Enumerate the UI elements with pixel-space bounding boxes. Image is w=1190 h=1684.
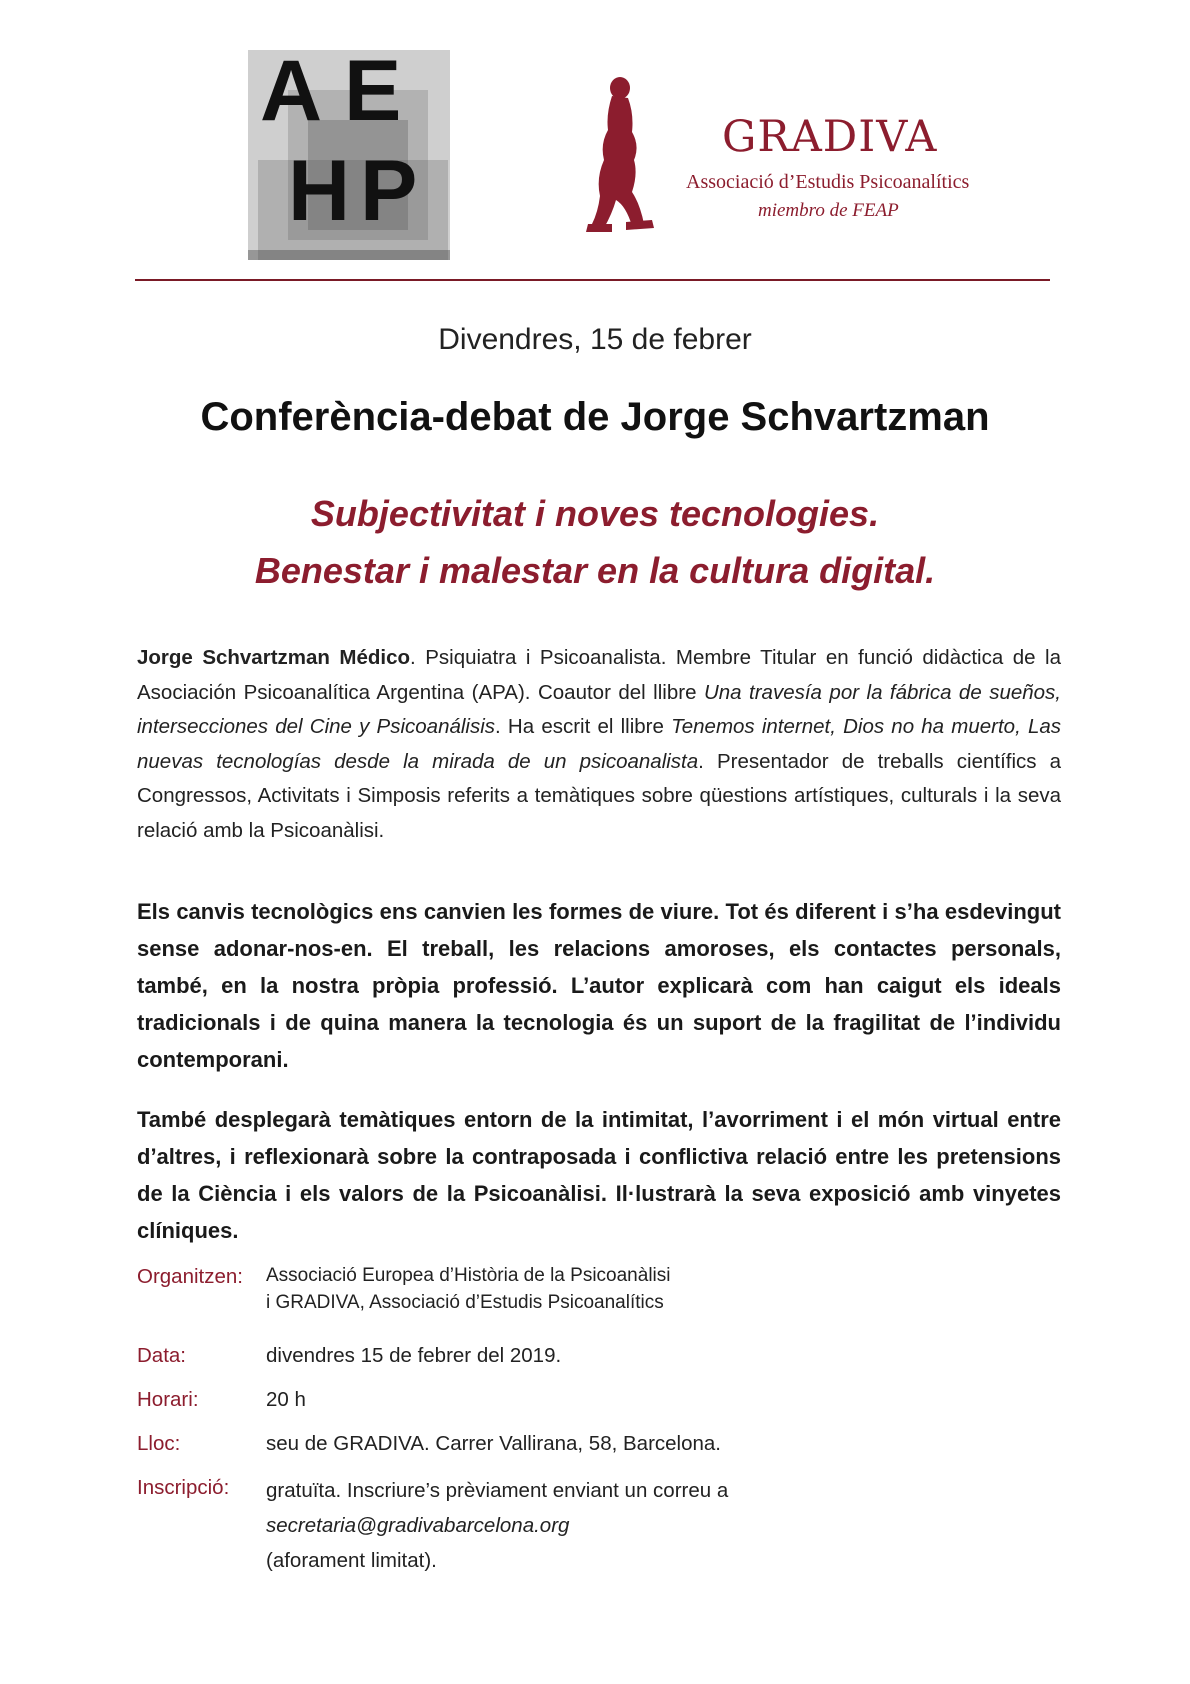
description-paragraph-1: Els canvis tecnològics ens canvien les formes de viure. Tot és diferent i s’ha esdevingut sense adonar-nos-en. El treball, les relacions amoroses, els contactes personals, també, en la nostra pròpia professió. L’autor explicarà com han caigut els ideals tradicionals i de quina manera la tecnologia és un suport de la fragilitat de l’individu contemporani. <box>137 899 1061 1072</box>
organizers-label: Organitzen: <box>137 1265 243 1288</box>
description-paragraph-2: També desplegarà temàtiques entorn de la intimitat, l’avorriment i el món virtual entre d’altres, i reflexionarà sobre la contraposada i conflictiva relació entre les pretensions de la Ciència i els valors de la Psicoanàlisi. Il·lustrarà la seva exposició amb vinyetes clíniques. <box>137 1107 1061 1243</box>
speaker-bio <box>137 641 1061 849</box>
gradiva-member: miembro de FEAP <box>758 200 899 221</box>
header-divider <box>135 279 1050 281</box>
bio-text-3: . Presentador de treballs científics a Congressos, Activitats i Simposis referits a temàtiques sobre qüestions artístiques, culturals i la seva relació amb la Psicoanàlisi. <box>137 749 1061 842</box>
registration-label: Inscripció: <box>137 1476 230 1499</box>
organizers-line1: Associació Europea d’Història de la Psicoanàlisi <box>266 1265 671 1286</box>
place-value: seu de GRADIVA. Carrer Vallirana, 58, Barcelona. <box>266 1432 722 1455</box>
gradiva-title: GRADIVA <box>722 112 938 162</box>
bio-book-1: Una travesía por la fábrica de sueños, intersecciones del Cine y Psicoanálisis <box>137 680 1062 739</box>
aehp-letter-a: A <box>260 50 323 139</box>
gradiva-logo <box>582 74 1012 244</box>
date-value: divendres 15 de febrer del 2019. <box>266 1344 562 1367</box>
date-label: Data: <box>137 1344 186 1367</box>
gradiva-figure-icon <box>582 74 662 234</box>
aehp-logo <box>248 50 450 260</box>
registration-line1: gratuïta. Inscriure’s prèviament enviant un correu a <box>266 1479 729 1502</box>
registration-line2 <box>266 1508 1046 1578</box>
registration-value <box>266 1473 1046 1578</box>
event-subtitle-line2: Benestar i malestar en la cultura digital. <box>254 550 936 591</box>
place-label: Lloc: <box>137 1432 181 1455</box>
bio-text-1: . Psiquiatra i Psicoanalista. Membre Titular en funció didàctica de la Asociación Psicoanalítica Argentina (APA). Coautor del llibre <box>137 646 1061 704</box>
speaker-name: Jorge Schvartzman Médico <box>137 646 411 669</box>
bio-text-2: . Ha escrit el llibre <box>495 715 672 739</box>
event-date-heading: Divendres, 15 de febrer <box>438 323 752 356</box>
aehp-letter-e: E <box>344 50 402 139</box>
bio-book-2: Tenemos internet, Dios no ha muerto, Las nuevas tecnologías desde la mirada de un psicoanalista <box>137 715 1062 773</box>
registration-email-link[interactable]: secretaria@gradivabarcelona.org <box>266 1514 570 1537</box>
gradiva-subtitle: Associació d’Estudis Psicoanalítics <box>686 171 970 193</box>
aehp-letter-p: P <box>360 143 418 239</box>
event-subtitle-line1: Subjectivitat i noves tecnologies. <box>310 493 880 534</box>
organizers-line2: i GRADIVA, Associació d’Estudis Psicoanalítics <box>266 1292 664 1313</box>
event-subtitle <box>0 485 1190 599</box>
aehp-logo-graphic <box>248 50 450 260</box>
time-value: 20 h <box>266 1388 306 1411</box>
time-label: Horari: <box>137 1388 199 1411</box>
organizers-value <box>266 1262 1046 1316</box>
registration-tail: (aforament limitat). <box>266 1549 437 1572</box>
event-title: Conferència-debat de Jorge Schvartzman <box>200 395 990 439</box>
aehp-letter-h: H <box>288 143 351 239</box>
